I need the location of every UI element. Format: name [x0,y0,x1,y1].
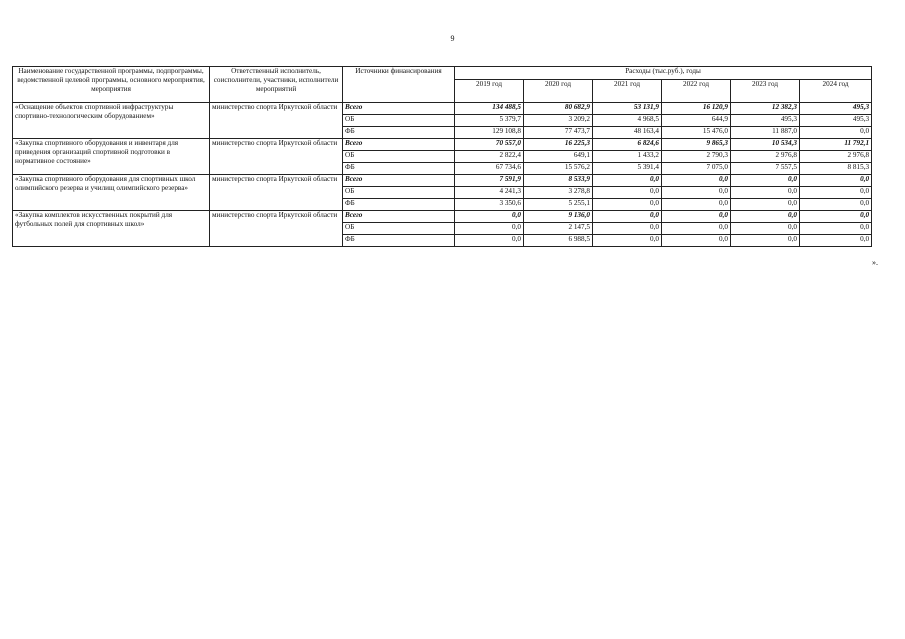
amount-cell: 6 824,6 [593,139,662,151]
amount-cell: 0,0 [455,235,524,247]
closing-quote: ». [872,258,878,267]
source-label: Всего [343,103,455,115]
amount-cell: 0,0 [800,187,872,199]
amount-cell: 0,0 [800,211,872,223]
amount-cell: 11 887,0 [731,127,800,139]
amount-cell: 2 147,5 [524,223,593,235]
amount-cell: 16 120,9 [662,103,731,115]
amount-cell: 129 108,8 [455,127,524,139]
amount-cell: 0,0 [593,235,662,247]
header-year: 2020 год [524,80,593,103]
amount-cell: 0,0 [455,211,524,223]
amount-cell: 15 476,0 [662,127,731,139]
amount-cell: 0,0 [731,211,800,223]
financing-table [12,66,872,247]
activity-name: «Закупка спортивного оборудования для спортивных школ олимпийского резерва и училищ олимпийского резерва» [13,175,210,211]
source-label: ОБ [343,151,455,163]
amount-cell: 5 391,4 [593,163,662,175]
amount-cell: 7 557,5 [731,163,800,175]
amount-cell: 1 433,2 [593,151,662,163]
amount-cell: 134 488,5 [455,103,524,115]
source-label: ФБ [343,163,455,175]
amount-cell: 9 865,3 [662,139,731,151]
header-source: Источники финансирования [343,67,455,103]
amount-cell: 77 473,7 [524,127,593,139]
amount-cell: 0,0 [731,235,800,247]
amount-cell: 644,9 [662,115,731,127]
table-row [13,175,872,187]
header-expenses: Расходы (тыс.руб.), годы [455,67,872,80]
table-row [13,139,872,151]
amount-cell: 0,0 [593,211,662,223]
amount-cell: 2 976,8 [731,151,800,163]
amount-cell: 495,3 [800,103,872,115]
amount-cell: 0,0 [800,127,872,139]
amount-cell: 0,0 [593,199,662,211]
header-year: 2021 год [593,80,662,103]
amount-cell: 8 815,3 [800,163,872,175]
amount-cell: 16 225,3 [524,139,593,151]
amount-cell: 4 241,3 [455,187,524,199]
amount-cell: 2 976,8 [800,151,872,163]
amount-cell: 3 350,6 [455,199,524,211]
amount-cell: 0,0 [800,223,872,235]
amount-cell: 7 591,9 [455,175,524,187]
amount-cell: 0,0 [662,211,731,223]
amount-cell: 0,0 [593,187,662,199]
amount-cell: 0,0 [455,223,524,235]
amount-cell: 0,0 [662,235,731,247]
source-label: ОБ [343,115,455,127]
amount-cell: 2 822,4 [455,151,524,163]
executor: министерство спорта Иркутской области [210,175,343,211]
amount-cell: 5 255,1 [524,199,593,211]
amount-cell: 10 534,3 [731,139,800,151]
amount-cell: 6 988,5 [524,235,593,247]
amount-cell: 15 576,2 [524,163,593,175]
source-label: Всего [343,211,455,223]
source-label: Всего [343,139,455,151]
amount-cell: 3 209,2 [524,115,593,127]
amount-cell: 0,0 [593,223,662,235]
activity-name: «Оснащение объектов спортивной инфраструктуры спортивно-технологическим оборудованием» [13,103,210,139]
amount-cell: 3 278,8 [524,187,593,199]
header-year: 2022 год [662,80,731,103]
header-year: 2023 год [731,80,800,103]
table-row [13,211,872,223]
amount-cell: 53 131,9 [593,103,662,115]
amount-cell: 48 163,4 [593,127,662,139]
executor: министерство спорта Иркутской области [210,103,343,139]
amount-cell: 80 682,9 [524,103,593,115]
executor: министерство спорта Иркутской области [210,139,343,175]
amount-cell: 7 075,0 [662,163,731,175]
amount-cell: 0,0 [662,175,731,187]
header-executor: Ответственный исполнитель, соисполнители, участники, исполнители мероприятий [210,67,343,103]
amount-cell: 12 382,3 [731,103,800,115]
source-label: ОБ [343,187,455,199]
amount-cell: 9 136,0 [524,211,593,223]
amount-cell: 5 379,7 [455,115,524,127]
header-year: 2024 год [800,80,872,103]
amount-cell: 11 792,1 [800,139,872,151]
amount-cell: 0,0 [800,175,872,187]
amount-cell: 0,0 [593,175,662,187]
amount-cell: 0,0 [731,199,800,211]
amount-cell: 649,1 [524,151,593,163]
amount-cell: 0,0 [800,199,872,211]
amount-cell: 0,0 [662,199,731,211]
amount-cell: 0,0 [731,223,800,235]
amount-cell: 0,0 [731,175,800,187]
source-label: ФБ [343,127,455,139]
amount-cell: 0,0 [731,187,800,199]
source-label: ОБ [343,223,455,235]
amount-cell: 67 734,6 [455,163,524,175]
header-name: Наименование государственной программы, подпрограммы, ведомственной целевой программы, основного мероприятия, мероприятия [13,67,210,103]
amount-cell: 495,3 [800,115,872,127]
source-label: ФБ [343,199,455,211]
executor: министерство спорта Иркутской области [210,211,343,247]
activity-name: «Закупка комплектов искусственных покрытий для футбольных полей для спортивных школ» [13,211,210,247]
amount-cell: 0,0 [800,235,872,247]
page-number: 9 [450,34,455,43]
header-year: 2019 год [455,80,524,103]
source-label: Всего [343,175,455,187]
table-row [13,103,872,115]
amount-cell: 4 968,5 [593,115,662,127]
activity-name: «Закупка спортивного оборудования и инвентаря для приведения организаций спортивной подготовки в нормативное состояние» [13,139,210,175]
amount-cell: 70 557,0 [455,139,524,151]
amount-cell: 0,0 [662,223,731,235]
amount-cell: 495,3 [731,115,800,127]
source-label: ФБ [343,235,455,247]
amount-cell: 0,0 [662,187,731,199]
amount-cell: 2 790,3 [662,151,731,163]
amount-cell: 8 533,9 [524,175,593,187]
